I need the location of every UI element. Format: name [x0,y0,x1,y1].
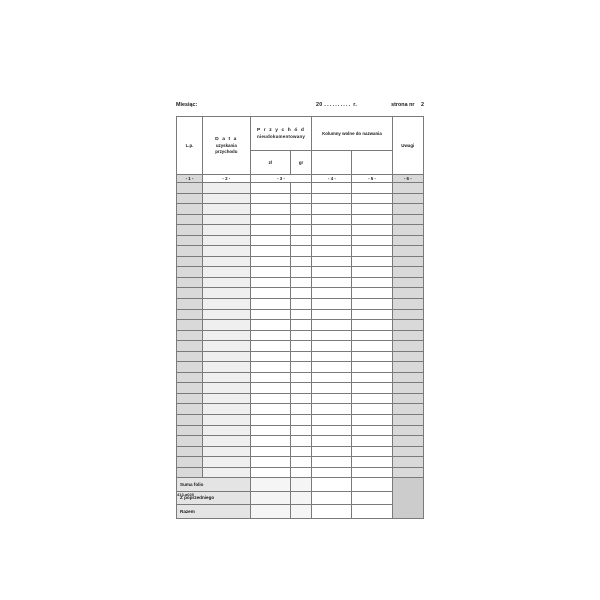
cell-free-2[interactable] [352,436,392,447]
cell-zl[interactable] [250,246,290,257]
table-row[interactable] [177,320,424,331]
cell-lp[interactable] [177,235,203,246]
col-header-uwagi: Uwagi [392,117,423,175]
cell-lp[interactable] [177,446,203,457]
col-header-free-1 [312,151,352,175]
cell-zl[interactable] [250,372,290,383]
cell-zl[interactable] [250,362,290,373]
cell-free-1[interactable] [312,330,352,341]
ledger-table [176,116,424,519]
cell-free-1[interactable] [312,351,352,362]
table-row[interactable] [177,267,424,278]
cell-lp[interactable] [177,214,203,225]
table-row[interactable] [177,235,424,246]
table-row[interactable] [177,457,424,468]
total-uwagi-block [392,478,423,519]
cell-uwagi[interactable] [392,425,423,436]
year-prefix: 20 [316,102,323,108]
col-header-data: D a t a uzyskania przychodu [203,117,251,175]
colnum-1: - 1 - [177,175,203,183]
cell-free-1[interactable] [312,404,352,415]
col-header-zl: zł [250,151,290,175]
cell-uwagi[interactable] [392,383,423,394]
total-row [177,478,424,492]
total-row-value-4[interactable] [352,491,392,505]
cell-uwagi[interactable] [392,309,423,320]
cell-gr[interactable] [290,267,312,278]
total-row-value-1[interactable] [250,491,290,505]
cell-uwagi[interactable] [392,277,423,288]
cell-gr[interactable] [290,183,312,194]
cell-gr[interactable] [290,299,312,310]
cell-gr[interactable] [290,404,312,415]
cell-uwagi[interactable] [392,404,423,415]
ledger-sheet [162,90,438,514]
colnum-5: - 5 - [352,175,392,183]
table-row[interactable] [177,446,424,457]
table-row[interactable] [177,383,424,394]
cell-free-1[interactable] [312,393,352,404]
cell-data[interactable] [203,320,251,331]
cell-zl[interactable] [250,415,290,426]
cell-data[interactable] [203,467,251,478]
cell-lp[interactable] [177,415,203,426]
cell-uwagi[interactable] [392,436,423,447]
cell-free-2[interactable] [352,351,392,362]
table-row[interactable] [177,467,424,478]
header-row [177,117,424,151]
cell-data[interactable] [203,341,251,352]
cell-uwagi[interactable] [392,351,423,362]
colnum-3: - 3 - [250,175,312,183]
table-row[interactable] [177,288,424,299]
total-row [177,491,424,505]
cell-zl[interactable] [250,341,290,352]
total-row-value-1[interactable] [250,505,290,519]
cell-uwagi[interactable] [392,225,423,236]
colnum-6: - 6 - [392,175,423,183]
cell-zl[interactable] [250,288,290,299]
cell-lp[interactable] [177,256,203,267]
cell-free-1[interactable] [312,225,352,236]
cell-uwagi[interactable] [392,256,423,267]
cell-gr[interactable] [290,362,312,373]
col-header-przychod: P r z y c h ó d nieudokumentowany [250,117,312,151]
cell-data[interactable] [203,393,251,404]
ledger-table-body [177,117,424,519]
cell-free-1[interactable] [312,320,352,331]
year-field [316,102,357,108]
cell-gr[interactable] [290,372,312,383]
cell-free-2[interactable] [352,320,392,331]
cell-data[interactable] [203,277,251,288]
cell-data[interactable] [203,299,251,310]
cell-free-2[interactable] [352,235,392,246]
table-row[interactable] [177,330,424,341]
cell-gr[interactable] [290,256,312,267]
cell-lp[interactable] [177,404,203,415]
total-row-value-2[interactable] [290,505,312,519]
cell-free-1[interactable] [312,214,352,225]
cell-uwagi[interactable] [392,267,423,278]
cell-lp[interactable] [177,288,203,299]
cell-gr[interactable] [290,341,312,352]
cell-zl[interactable] [250,309,290,320]
table-row[interactable] [177,246,424,257]
cell-data[interactable] [203,288,251,299]
total-row-label: Z poprzedniego [177,491,251,505]
cell-free-1[interactable] [312,183,352,194]
cell-gr[interactable] [290,277,312,288]
table-row[interactable] [177,225,424,236]
total-row-value-2[interactable] [290,491,312,505]
cell-data[interactable] [203,256,251,267]
cell-gr[interactable] [290,393,312,404]
cell-data[interactable] [203,425,251,436]
cell-free-2[interactable] [352,372,392,383]
table-row[interactable] [177,351,424,362]
cell-zl[interactable] [250,383,290,394]
cell-zl[interactable] [250,299,290,310]
cell-zl[interactable] [250,330,290,341]
cell-free-2[interactable] [352,277,392,288]
cell-data[interactable] [203,372,251,383]
cell-zl[interactable] [250,320,290,331]
col-header-kolumny-wolne: Kolumny wolne do nazwania [312,117,392,151]
year-suffix: r. [353,102,358,108]
col-header-free-2 [352,151,392,175]
cell-zl[interactable] [250,457,290,468]
cell-lp[interactable] [177,467,203,478]
sheet-header [176,102,424,114]
cell-lp[interactable] [177,362,203,373]
cell-data[interactable] [203,309,251,320]
cell-free-2[interactable] [352,330,392,341]
cell-free-1[interactable] [312,446,352,457]
cell-gr[interactable] [290,330,312,341]
cell-zl[interactable] [250,277,290,288]
cell-free-1[interactable] [312,267,352,278]
cell-lp[interactable] [177,183,203,194]
cell-uwagi[interactable] [392,457,423,468]
cell-zl[interactable] [250,393,290,404]
cell-data[interactable] [203,267,251,278]
cell-gr[interactable] [290,309,312,320]
cell-lp[interactable] [177,383,203,394]
cell-free-1[interactable] [312,246,352,257]
cell-data[interactable] [203,330,251,341]
cell-lp[interactable] [177,204,203,215]
cell-lp[interactable] [177,372,203,383]
cell-free-1[interactable] [312,425,352,436]
cell-gr[interactable] [290,415,312,426]
cell-free-1[interactable] [312,341,352,352]
cell-zl[interactable] [250,351,290,362]
cell-uwagi[interactable] [392,372,423,383]
cell-uwagi[interactable] [392,341,423,352]
cell-free-2[interactable] [352,204,392,215]
cell-data[interactable] [203,415,251,426]
cell-gr[interactable] [290,288,312,299]
cell-free-2[interactable] [352,404,392,415]
cell-lp[interactable] [177,267,203,278]
table-row[interactable] [177,404,424,415]
cell-free-1[interactable] [312,277,352,288]
cell-zl[interactable] [250,425,290,436]
cell-lp[interactable] [177,351,203,362]
cell-zl[interactable] [250,193,290,204]
colnum-4: - 4 - [312,175,352,183]
cell-free-2[interactable] [352,383,392,394]
cell-lp[interactable] [177,436,203,447]
cell-free-1[interactable] [312,299,352,310]
table-row[interactable] [177,362,424,373]
cell-gr[interactable] [290,383,312,394]
cell-uwagi[interactable] [392,393,423,404]
cell-gr[interactable] [290,214,312,225]
cell-lp[interactable] [177,330,203,341]
cell-lp[interactable] [177,341,203,352]
form-code: 413-a025 [177,492,194,497]
cell-free-1[interactable] [312,467,352,478]
cell-free-1[interactable] [312,372,352,383]
cell-lp[interactable] [177,193,203,204]
table-row[interactable] [177,277,424,288]
total-row-value-4[interactable] [352,478,392,492]
cell-data[interactable] [203,362,251,373]
cell-free-1[interactable] [312,204,352,215]
table-row[interactable] [177,393,424,404]
cell-free-1[interactable] [312,193,352,204]
colnum-2: - 2 - [203,175,251,183]
cell-uwagi[interactable] [392,235,423,246]
cell-free-1[interactable] [312,415,352,426]
total-row-value-3[interactable] [312,505,352,519]
cell-lp[interactable] [177,393,203,404]
cell-zl[interactable] [250,446,290,457]
total-row-label: Suma folio [177,478,251,492]
table-row[interactable] [177,436,424,447]
cell-gr[interactable] [290,235,312,246]
cell-free-2[interactable] [352,415,392,426]
cell-gr[interactable] [290,446,312,457]
cell-data[interactable] [203,193,251,204]
cell-gr[interactable] [290,246,312,257]
cell-free-2[interactable] [352,446,392,457]
table-row[interactable] [177,415,424,426]
cell-gr[interactable] [290,467,312,478]
month-label: Miesiąc: [176,102,198,108]
cell-data[interactable] [203,246,251,257]
cell-data[interactable] [203,446,251,457]
cell-free-2[interactable] [352,425,392,436]
cell-data[interactable] [203,457,251,468]
cell-uwagi[interactable] [392,246,423,257]
cell-free-2[interactable] [352,267,392,278]
cell-lp[interactable] [177,425,203,436]
total-row-value-3[interactable] [312,491,352,505]
cell-uwagi[interactable] [392,299,423,310]
column-number-row [177,175,424,183]
cell-data[interactable] [203,235,251,246]
table-row[interactable] [177,256,424,267]
cell-zl[interactable] [250,436,290,447]
total-row [177,505,424,519]
total-row-value-2[interactable] [290,478,312,492]
cell-uwagi[interactable] [392,362,423,373]
cell-free-2[interactable] [352,309,392,320]
table-row[interactable] [177,193,424,204]
table-row[interactable] [177,341,424,352]
total-row-label: Razem [177,505,251,519]
cell-data[interactable] [203,204,251,215]
cell-free-2[interactable] [352,256,392,267]
cell-zl[interactable] [250,204,290,215]
cell-uwagi[interactable] [392,330,423,341]
cell-zl[interactable] [250,225,290,236]
total-row-value-3[interactable] [312,478,352,492]
cell-zl[interactable] [250,256,290,267]
cell-free-2[interactable] [352,393,392,404]
cell-lp[interactable] [177,309,203,320]
cell-uwagi[interactable] [392,446,423,457]
cell-lp[interactable] [177,277,203,288]
cell-free-2[interactable] [352,341,392,352]
cell-data[interactable] [203,383,251,394]
cell-free-1[interactable] [312,309,352,320]
cell-uwagi[interactable] [392,214,423,225]
table-row[interactable] [177,183,424,194]
cell-zl[interactable] [250,214,290,225]
cell-data[interactable] [203,436,251,447]
table-row[interactable] [177,204,424,215]
cell-free-1[interactable] [312,383,352,394]
cell-data[interactable] [203,225,251,236]
table-row[interactable] [177,214,424,225]
page-number: 2 [421,102,424,108]
table-row[interactable] [177,372,424,383]
cell-gr[interactable] [290,225,312,236]
cell-free-2[interactable] [352,362,392,373]
cell-free-2[interactable] [352,183,392,194]
cell-zl[interactable] [250,235,290,246]
cell-free-1[interactable] [312,256,352,267]
cell-zl[interactable] [250,183,290,194]
cell-free-1[interactable] [312,362,352,373]
cell-free-2[interactable] [352,214,392,225]
cell-uwagi[interactable] [392,320,423,331]
cell-uwagi[interactable] [392,288,423,299]
cell-gr[interactable] [290,320,312,331]
cell-gr[interactable] [290,457,312,468]
cell-uwagi[interactable] [392,467,423,478]
cell-free-1[interactable] [312,235,352,246]
cell-free-2[interactable] [352,457,392,468]
cell-free-1[interactable] [312,288,352,299]
cell-free-2[interactable] [352,467,392,478]
cell-gr[interactable] [290,204,312,215]
cell-gr[interactable] [290,193,312,204]
cell-free-2[interactable] [352,193,392,204]
total-row-value-4[interactable] [352,505,392,519]
cell-free-1[interactable] [312,457,352,468]
cell-lp[interactable] [177,299,203,310]
cell-free-2[interactable] [352,225,392,236]
table-row[interactable] [177,309,424,320]
cell-uwagi[interactable] [392,415,423,426]
cell-uwagi[interactable] [392,193,423,204]
cell-gr[interactable] [290,425,312,436]
cell-free-1[interactable] [312,436,352,447]
table-row[interactable] [177,299,424,310]
total-row-value-1[interactable] [250,478,290,492]
cell-lp[interactable] [177,457,203,468]
cell-zl[interactable] [250,404,290,415]
cell-zl[interactable] [250,467,290,478]
cell-data[interactable] [203,404,251,415]
cell-lp[interactable] [177,246,203,257]
cell-free-2[interactable] [352,288,392,299]
cell-lp[interactable] [177,320,203,331]
page-number-field [391,102,424,108]
cell-free-2[interactable] [352,299,392,310]
cell-uwagi[interactable] [392,204,423,215]
col-header-gr: gr [290,151,312,175]
table-row[interactable] [177,425,424,436]
page-label: strona nr [391,102,415,108]
col-header-lp: L.p. [177,117,203,175]
cell-gr[interactable] [290,436,312,447]
cell-free-2[interactable] [352,246,392,257]
cell-data[interactable] [203,214,251,225]
cell-gr[interactable] [290,351,312,362]
cell-uwagi[interactable] [392,183,423,194]
cell-zl[interactable] [250,267,290,278]
year-dots: .......... [324,102,352,108]
cell-lp[interactable] [177,225,203,236]
cell-data[interactable] [203,183,251,194]
cell-data[interactable] [203,351,251,362]
